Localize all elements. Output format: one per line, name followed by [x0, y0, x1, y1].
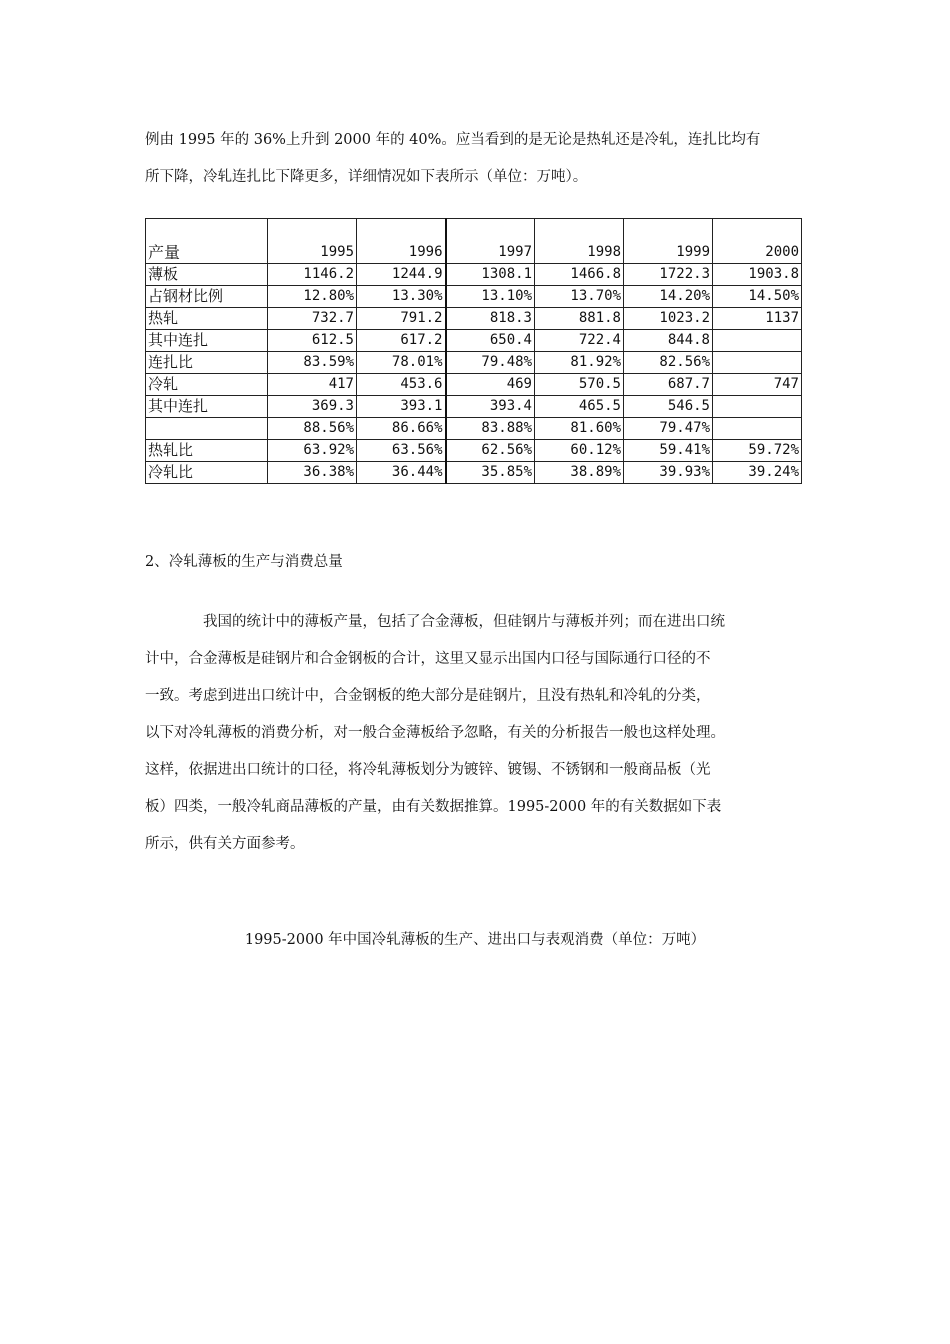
table-cell: [713, 396, 802, 418]
table-cell: 465.5: [535, 396, 624, 418]
intro-paragraph: [145, 122, 810, 196]
table-cell: 14.20%: [624, 286, 713, 308]
table-cell: 79.48%: [446, 352, 535, 374]
year-header: 1996: [357, 219, 446, 264]
body-line: 板）四类，一般冷轧商品薄板的产量，由有关数据推算。1995-2000 年的有关数据如下表: [145, 799, 722, 815]
table-cell: 39.24%: [713, 462, 802, 484]
body-line: 所示，供有关方面参考。: [145, 836, 305, 852]
year-header: 1997: [446, 219, 535, 264]
table-cell: 13.70%: [535, 286, 624, 308]
table-row: [146, 374, 802, 396]
table-cell: 81.92%: [535, 352, 624, 374]
table-cell: [713, 352, 802, 374]
table-cell: 59.72%: [713, 440, 802, 462]
table-row: [146, 286, 802, 308]
row-label: 热轧比: [146, 440, 268, 462]
row-label: 连扎比: [146, 352, 268, 374]
table-cell: 617.2: [357, 330, 446, 352]
row-label: [146, 418, 268, 440]
table-cell: 469: [446, 374, 535, 396]
table-caption: 1995-2000 年中国冷轧薄板的生产、进出口与表观消费（单位：万吨）: [244, 932, 706, 948]
production-table: [145, 218, 802, 484]
table-cell: 722.4: [535, 330, 624, 352]
table-cell: 36.38%: [268, 462, 357, 484]
table-cell: 818.3: [446, 308, 535, 330]
table-row: [146, 396, 802, 418]
table-cell: 453.6: [357, 374, 446, 396]
body-line: 一致。考虑到进出口统计中，合金钢板的绝大部分是硅钢片，且没有热轧和冷轧的分类，: [145, 688, 711, 704]
intro-line: 例由 1995 年的 36%上升到 2000 年的 40%。应当看到的是无论是热轧还是冷轧，连扎比均有: [145, 132, 761, 148]
table-cell: 60.12%: [535, 440, 624, 462]
table-cell: 747: [713, 374, 802, 396]
table-cell: 83.88%: [446, 418, 535, 440]
body-line: 我国的统计中的薄板产量，包括了合金薄板，但硅钢片与薄板并列；而在进出口统: [203, 614, 725, 630]
table-row: [146, 352, 802, 374]
table-row: [146, 462, 802, 484]
table-cell: 417: [268, 374, 357, 396]
table-cell: 844.8: [624, 330, 713, 352]
table-cell: 82.56%: [624, 352, 713, 374]
table-cell: 63.92%: [268, 440, 357, 462]
row-label: 其中连扎: [146, 330, 268, 352]
body-line: 计中，合金薄板是硅钢片和合金钢板的合计，这里又显示出国内口径与国际通行口径的不: [145, 651, 711, 667]
row-label: 占钢材比例: [146, 286, 268, 308]
table-cell: 59.41%: [624, 440, 713, 462]
body-line: 以下对冷轧薄板的消费分析，对一般合金薄板给予忽略，有关的分析报告一般也这样处理。: [145, 725, 725, 741]
table-cell: 1903.8: [713, 264, 802, 286]
table-cell: [713, 418, 802, 440]
table-cell: 81.60%: [535, 418, 624, 440]
table-cell: [713, 330, 802, 352]
table-cell: 1137: [713, 308, 802, 330]
table-cell: 612.5: [268, 330, 357, 352]
table-cell: 12.80%: [268, 286, 357, 308]
table-cell: 35.85%: [446, 462, 535, 484]
year-header: 1999: [624, 219, 713, 264]
year-header: 1995: [268, 219, 357, 264]
table-cell: 79.47%: [624, 418, 713, 440]
table-cell: 687.7: [624, 374, 713, 396]
table-cell: 1023.2: [624, 308, 713, 330]
row-label: 薄板: [146, 264, 268, 286]
body-paragraph: [145, 604, 810, 863]
table-header-label: 产量: [146, 219, 268, 264]
table-cell: 570.5: [535, 374, 624, 396]
table-cell: 13.30%: [357, 286, 446, 308]
table-header-row: [146, 219, 802, 264]
table-cell: 86.66%: [357, 418, 446, 440]
table-cell: 732.7: [268, 308, 357, 330]
table-cell: 78.01%: [357, 352, 446, 374]
table-cell: 88.56%: [268, 418, 357, 440]
table-cell: 14.50%: [713, 286, 802, 308]
year-header: 1998: [535, 219, 624, 264]
table-row: [146, 330, 802, 352]
table-cell: 1244.9: [357, 264, 446, 286]
table-cell: 1308.1: [446, 264, 535, 286]
section-heading: 2、冷轧薄板的生产与消费总量: [145, 554, 343, 570]
table-cell: 1146.2: [268, 264, 357, 286]
table-cell: 83.59%: [268, 352, 357, 374]
table-cell: 38.89%: [535, 462, 624, 484]
table-cell: 791.2: [357, 308, 446, 330]
row-label: 其中连扎: [146, 396, 268, 418]
table-cell: 546.5: [624, 396, 713, 418]
table-row: [146, 308, 802, 330]
table-row: [146, 264, 802, 286]
table-cell: 393.1: [357, 396, 446, 418]
table-cell: 63.56%: [357, 440, 446, 462]
production-table-body: [146, 219, 802, 484]
table-row: [146, 440, 802, 462]
table-cell: 13.10%: [446, 286, 535, 308]
row-label: 冷轧比: [146, 462, 268, 484]
body-line: 这样，依据进出口统计的口径，将冷轧薄板划分为镀锌、镀锡、不锈钢和一般商品板（光: [145, 762, 711, 778]
table-cell: 393.4: [446, 396, 535, 418]
table-cell: 881.8: [535, 308, 624, 330]
table-cell: 1466.8: [535, 264, 624, 286]
table-row: [146, 418, 802, 440]
table-cell: 369.3: [268, 396, 357, 418]
table-cell: 39.93%: [624, 462, 713, 484]
intro-line: 所下降，冷轧连扎比下降更多，详细情况如下表所示（单位：万吨）。: [145, 169, 588, 185]
table-cell: 1722.3: [624, 264, 713, 286]
row-label: 冷轧: [146, 374, 268, 396]
table-cell: 650.4: [446, 330, 535, 352]
row-label: 热轧: [146, 308, 268, 330]
year-header: 2000: [713, 219, 802, 264]
table-cell: 36.44%: [357, 462, 446, 484]
table-cell: 62.56%: [446, 440, 535, 462]
